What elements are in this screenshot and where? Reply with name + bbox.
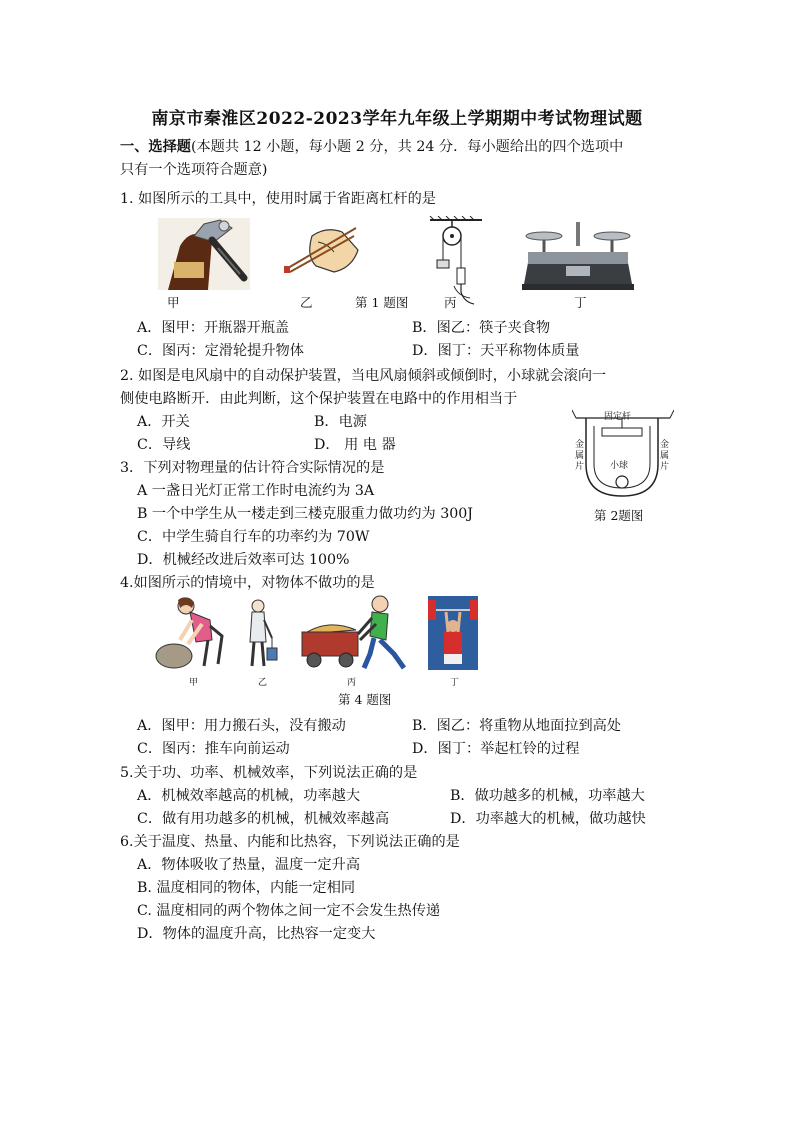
q5-option-a: A．机械效率越高的机械，功率越大 bbox=[137, 788, 361, 804]
q2-figure-caption: 第 2题图 bbox=[594, 508, 644, 523]
q4-figure-jia bbox=[152, 596, 232, 670]
section-heading-line bbox=[120, 137, 623, 157]
q1-option-c: C．图丙：定滑轮提升物体 bbox=[137, 343, 304, 359]
q4-option-c: C．图丙：推车向前运动 bbox=[137, 741, 290, 757]
q1-option-b: B．图乙：筷子夹食物 bbox=[412, 320, 551, 336]
q4-stem: 4.如图所示的情境中，对物体不做功的是 bbox=[120, 575, 375, 591]
q4-figure-caption: 第 4 题图 bbox=[338, 692, 392, 707]
q3-option-b: B 一个中学生从一楼走到三楼克服重力做功约为 300J bbox=[137, 506, 473, 522]
page-title: 南京市秦淮区2022-2023学年九年级上学期期中考试物理试题 bbox=[151, 109, 643, 129]
q2-stem-line1: 2. 如图是电风扇中的自动保护装置，当电风扇倾斜或倾倒时，小球就会滚向一 bbox=[120, 368, 607, 384]
q4-option-b: B．图乙：将重物从地面拉到高处 bbox=[412, 718, 622, 734]
q1-label-yi: 乙 bbox=[300, 295, 313, 310]
q4-figure-bing bbox=[298, 594, 410, 672]
q2-option-b: B．电源 bbox=[314, 414, 367, 430]
q1-figure-chopsticks bbox=[282, 222, 362, 278]
q2-label-fixed-rod: 固定杆 bbox=[604, 412, 632, 422]
q1-label-jia: 甲 bbox=[167, 295, 180, 310]
q5-option-c: C．做有用功越多的机械，机械效率越高 bbox=[137, 811, 390, 827]
q1-figure-bottle-opener bbox=[158, 218, 250, 290]
q1-option-a: A．图甲：开瓶器开瓶盖 bbox=[137, 320, 290, 336]
q5-option-d: D．功率越大的机械，做功越快 bbox=[450, 811, 646, 827]
q2-option-a: A．开关 bbox=[137, 414, 190, 430]
q4-label-ding: 丁 bbox=[450, 678, 460, 688]
q4-option-a: A．图甲：用力搬石头，没有搬动 bbox=[137, 718, 346, 734]
section-description-line2: 只有一个选项符合题意) bbox=[120, 162, 268, 178]
q1-option-d: D．图丁：天平称物体质量 bbox=[412, 343, 580, 359]
q3-option-c: C．中学生骑自行车的功率约为 70W bbox=[137, 529, 370, 545]
q6-option-d: D．物体的温度升高，比热容一定变大 bbox=[137, 926, 376, 942]
q6-option-c: C. 温度相同的两个物体之间一定不会发生热传递 bbox=[137, 903, 441, 919]
q5-option-b: B．做功越多的机械，功率越大 bbox=[450, 788, 645, 804]
q1-stem: 1. 如图所示的工具中，使用时属于省距离杠杆的是 bbox=[120, 191, 436, 207]
q1-figure-balance bbox=[522, 222, 634, 290]
q4-label-bing: 丙 bbox=[347, 678, 357, 688]
section-heading: 一、选择题 bbox=[120, 139, 191, 155]
q4-label-jia: 甲 bbox=[189, 678, 199, 688]
q2-label-metal-right: 金属片 bbox=[660, 440, 670, 472]
q3-stem: 3．下列对物理量的估计符合实际情况的是 bbox=[120, 460, 385, 476]
q2-stem-line2: 侧使电路断开．由此判断，这个保护装置在电路中的作用相当于 bbox=[120, 391, 518, 407]
q4-label-yi: 乙 bbox=[258, 678, 268, 688]
q6-option-a: A．物体吸收了热量，温度一定升高 bbox=[137, 857, 361, 873]
q1-figure-caption: 第 1 题图 bbox=[355, 295, 409, 310]
q4-option-d: D．图丁：举起杠铃的过程 bbox=[412, 741, 580, 757]
q1-label-ding: 丁 bbox=[574, 295, 587, 310]
section-description: (本题共 12 小题，每小题 2 分，共 24 分．每小题给出的四个选项中 bbox=[190, 139, 624, 155]
q6-option-b: B. 温度相同的物体，内能一定相同 bbox=[137, 880, 356, 896]
q2-option-c: C．导线 bbox=[137, 437, 191, 453]
q2-label-metal-left: 金属片 bbox=[575, 440, 585, 472]
q2-label-ball: 小球 bbox=[610, 461, 629, 471]
q3-option-d: D．机械经改进后效率可达 100% bbox=[137, 552, 350, 568]
q6-stem: 6.关于温度、热量、内能和比热容，下列说法正确的是 bbox=[120, 834, 460, 850]
q2-option-d: D． 用 电 器 bbox=[314, 437, 396, 453]
q3-option-a: A 一盏日光灯正常工作时电流约为 3A bbox=[137, 483, 375, 499]
q5-stem: 5.关于功、功率、机械效率，下列说法正确的是 bbox=[120, 765, 418, 781]
q4-figure-yi bbox=[242, 598, 282, 670]
q1-label-bing: 丙 bbox=[444, 295, 457, 310]
q4-figure-ding bbox=[428, 596, 478, 670]
